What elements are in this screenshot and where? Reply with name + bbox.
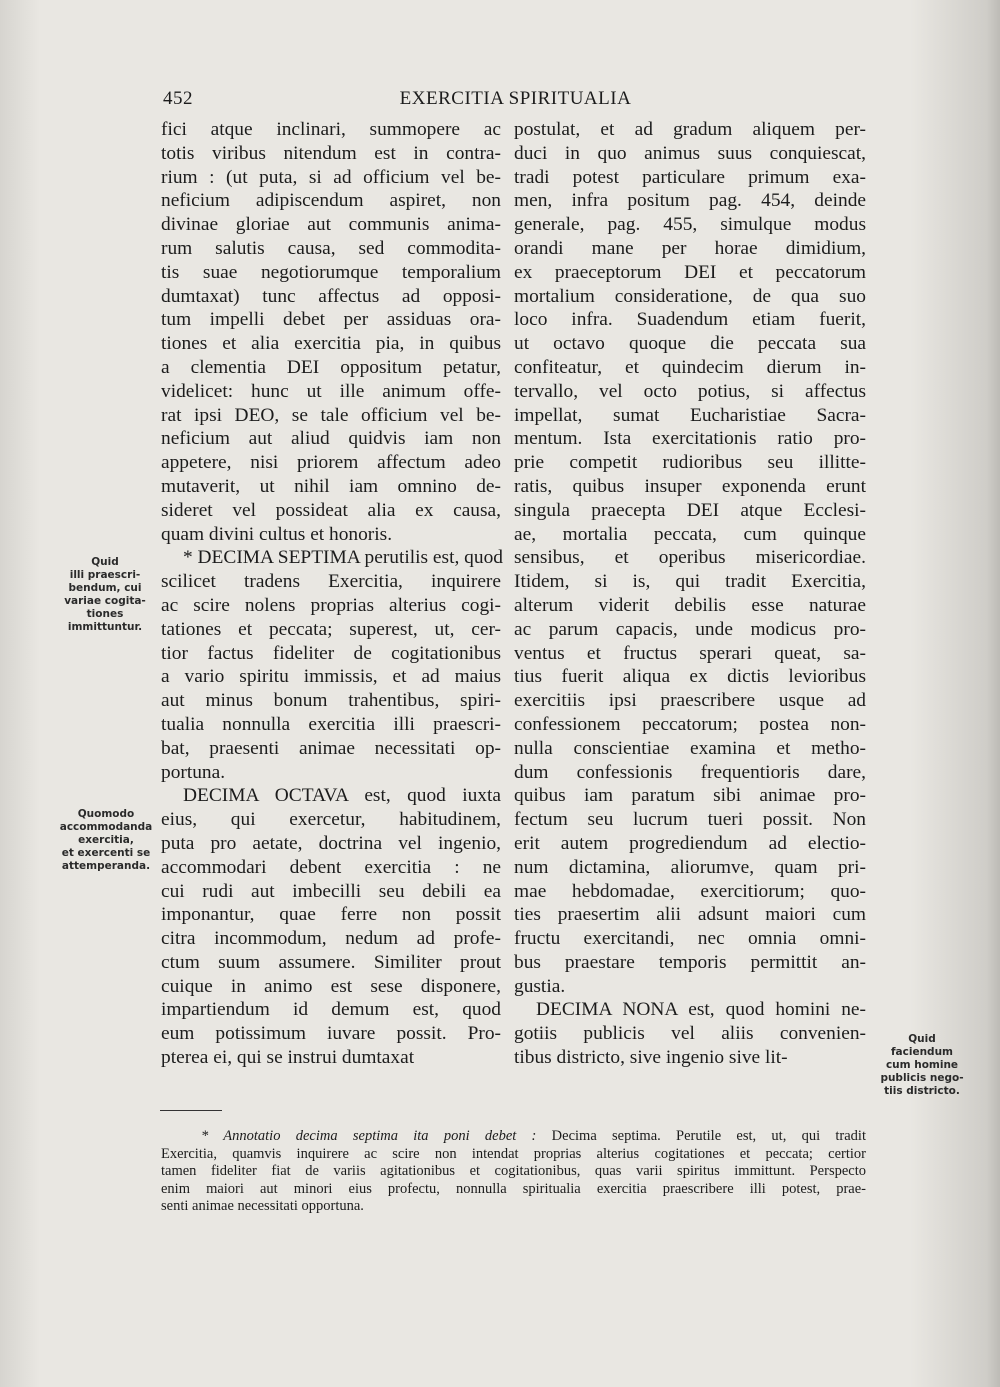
footnote-line: tamen fideliter fiat de variis agitationibus et cogitationibus, quas varii spiritus immittunt. Perspecto	[161, 1163, 866, 1179]
text-line: sensibus, et operibus misericordiae.	[514, 547, 866, 569]
footnote-marker: * Annotatio decima septima ita poni debet :	[201, 1128, 537, 1144]
text-line: ctum suum assumere. Similiter prout	[161, 951, 501, 973]
text-line: rat ipsi DEO, se tale officium vel be-	[161, 404, 501, 426]
text-line: fructu exercitandi, nec omnia omni-	[514, 928, 866, 950]
text-line: gotiis publicis vel aliis convenien-	[514, 1023, 866, 1045]
margin-note-line: tiis districto.	[884, 1085, 960, 1097]
text-line: bat, praesenti animae necessitati op-	[161, 737, 501, 759]
text-line: citra incommodum, nedum ad profe-	[161, 928, 501, 950]
text-line: generale, pag. 455, simulque modus	[514, 214, 866, 236]
text-line: tradi potest particulare primum exa-	[514, 166, 866, 188]
page-number: 452	[163, 88, 193, 109]
text-line: DECIMA OCTAVA est, quod iuxta	[183, 785, 501, 807]
text-line: tum impelli debet per assiduas ora-	[161, 309, 501, 331]
text-line: pterea ei, qui se instrui dumtaxat	[161, 1047, 415, 1069]
margin-note-line: immittuntur.	[67, 621, 143, 633]
text-line: dum confessionis frequentioris dare,	[514, 761, 866, 783]
text-line: neficium adipiscendum aspiret, non	[161, 190, 501, 212]
text-line: alterum viderit debilis esse naturae	[514, 594, 866, 616]
text-line: num dictamina, aliorumve, quam pri-	[514, 856, 866, 878]
text-line: sideret vel possideat alia ex causa,	[161, 499, 501, 521]
text-line: ae, mortalia peccata, cum quinque	[514, 523, 866, 545]
margin-note-line: publicis nego-	[880, 1072, 964, 1084]
text-line: a clementia DEI oppositum petatur,	[161, 356, 501, 378]
text-line: tibus districto, sive ingenio sive lit-	[514, 1047, 788, 1069]
text-line: duci in quo animus suus conquiescat,	[514, 142, 866, 164]
text-line: impellat, sumat Eucharistiae Sacra-	[514, 404, 866, 426]
text-line: accommodari debent exercitia : ne	[161, 856, 501, 878]
margin-note-line: cum homine	[885, 1059, 959, 1071]
margin-note-line: attemperanda.	[61, 860, 151, 872]
text-line: prie competit rudioribus seu illitte-	[514, 452, 866, 474]
text-line: tualia nonnulla exercitia illi praescri-	[161, 713, 501, 735]
text-line: cui rudi aut imbecilli seu debili ea	[161, 880, 501, 902]
text-line: imponantur, quae ferre non possit	[161, 904, 501, 926]
text-line: portuna.	[161, 761, 226, 783]
text-line: videlicet: hunc ut ille animum offe-	[161, 380, 501, 402]
text-line: DECIMA NONA est, quod homini ne-	[536, 999, 866, 1021]
text-line: men, infra positum pag. 454, deinde	[514, 190, 866, 212]
footnote-line: enim maiori aut minori eius profectu, nonnulla spiritualia exercitia praescribere illi potest, prae-	[161, 1180, 866, 1197]
text-line: ut octavo quoque die peccata sua	[514, 333, 866, 355]
margin-note-right-1	[872, 1033, 972, 1098]
text-line: totis viribus nitendum est in contra-	[161, 142, 501, 164]
margin-note-line: bendum, cui	[68, 582, 142, 594]
text-line: divinae gloriae aut communis anima-	[161, 214, 501, 236]
margin-note-line: tiones	[86, 608, 124, 620]
margin-note-line: illi praescri-	[69, 569, 141, 581]
text-line: loco infra. Suadendum etiam fuerit,	[514, 309, 866, 331]
text-line: puta pro aetate, doctrina vel ingenio,	[161, 832, 501, 854]
margin-note-line: variae cogita-	[64, 595, 146, 607]
text-line: tervallo, vel octo potius, si affectus	[514, 380, 866, 402]
text-line: mutaverit, ut nihil iam omnino de-	[161, 475, 501, 497]
text-line: tationes et peccata; superest, ut, cer-	[161, 618, 501, 640]
text-line: ac scire nolens proprias alterius cogi-	[161, 594, 501, 616]
text-line: * DECIMA SEPTIMA perutilis est, quod	[183, 547, 503, 569]
text-line: a vario spiritu immissis, et ad maius	[161, 666, 501, 688]
text-line: eius, qui exercetur, habitudinem,	[161, 809, 501, 831]
text-line: confessionem peccatorum; postea non-	[514, 713, 866, 735]
text-line: impartiendum id demum est, quod	[161, 999, 501, 1021]
footnote-line-text: Decima septima. Perutile est, ut, qui tradit	[551, 1128, 866, 1144]
text-line: ratis, quibus insuper exponenda erunt	[514, 475, 866, 497]
text-line: ties praesertim alii adsunt maiori cum	[514, 904, 866, 926]
text-line: ex praeceptorum DEI et peccatorum	[514, 261, 866, 283]
page-title: EXERCITIA SPIRITUALIA	[399, 88, 632, 109]
footnote-divider	[160, 1110, 222, 1111]
text-line: dumtaxat) tunc affectus ad opposi-	[161, 285, 501, 307]
page-gutter-shadow	[0, 0, 40, 1387]
text-line: confiteatur, et quindecim dierum in-	[514, 356, 866, 378]
text-line: eum potissimum iuvare possit. Pro-	[161, 1023, 501, 1045]
right-text-column	[514, 118, 866, 1070]
text-line: rum salutis causa, sed commodita-	[161, 237, 501, 259]
text-line: quam divini cultus et honoris.	[161, 523, 393, 545]
text-line: gustia.	[514, 975, 566, 997]
text-line: bus praestare temporis permittit an-	[514, 951, 866, 973]
margin-note-line: Quid	[908, 1033, 936, 1045]
footnote	[161, 1128, 866, 1216]
text-line: tiones et alia exercitia pia, in quibus	[161, 333, 501, 355]
text-line: exercitiis ipsi praescribere usque ad	[514, 690, 866, 712]
text-line: tior factus fideliter de cogitationibus	[161, 642, 501, 664]
text-line: singula praecepta DEI atque Ecclesi-	[514, 499, 866, 521]
margin-note-line: accommodanda	[59, 821, 153, 833]
text-line: orandi mane per horae dimidium,	[514, 237, 866, 259]
margin-note-line: Quid	[91, 556, 119, 568]
running-head	[163, 88, 868, 114]
text-line: fectum seu lucrum tueri possit. Non	[514, 809, 866, 831]
margin-note-line: faciendum	[890, 1046, 953, 1058]
text-line: neficium aut aliud quidvis iam non	[161, 428, 501, 450]
text-line: mentum. Ista exercitationis ratio pro-	[514, 428, 866, 450]
text-line: mae hebdomadae, exercitiorum; quo-	[514, 880, 866, 902]
text-line: Itidem, si is, qui tradit Exercitia,	[514, 571, 866, 593]
margin-note-left-1	[55, 556, 155, 634]
text-line: nulla conscientiae examina et metho-	[514, 737, 866, 759]
margin-note-left-2	[52, 808, 160, 873]
text-line: mortalium consideratione, de qua suo	[514, 285, 866, 307]
text-line: tius fuerit aliqua ex dictis levioribus	[514, 666, 866, 688]
text-line: rium : (ut puta, si ad officium vel be-	[161, 166, 501, 188]
text-line: appetere, nisi priorem affectum adeo	[161, 452, 501, 474]
margin-note-line: exercitia,	[78, 834, 134, 846]
text-line: cuique in animo est sese disponere,	[161, 975, 501, 997]
left-text-column	[161, 118, 501, 1070]
footnote-line	[161, 1128, 866, 1146]
page-edge-shadow	[910, 0, 1000, 1387]
text-line: postulat, et ad gradum aliquem per-	[514, 119, 866, 140]
text-line: ventus et fructus sperari queat, sa-	[514, 642, 866, 664]
footnote-line: senti animae necessitati opportuna.	[161, 1198, 364, 1214]
margin-note-line: et exercenti se	[61, 847, 151, 859]
text-line: tis suae negotiorumque temporalium	[161, 261, 501, 283]
footnote-line: Exercitia, quamvis inquirere ac scire non intendat proprias alterius cogitationes et peccata; certior	[161, 1145, 866, 1162]
text-line: scilicet tradens Exercitia, inquirere	[161, 571, 501, 593]
text-line: aut minus bonum trahentibus, spiri-	[161, 690, 501, 712]
text-line: fici atque inclinari, summopere ac	[161, 119, 501, 140]
text-line: quibus iam paratum sibi animae pro-	[514, 785, 866, 807]
text-line: erit autem progrediendum ad electio-	[514, 832, 866, 854]
margin-note-line: Quomodo	[77, 808, 135, 820]
text-line: ac parum capacis, unde modicus pro-	[514, 618, 866, 640]
